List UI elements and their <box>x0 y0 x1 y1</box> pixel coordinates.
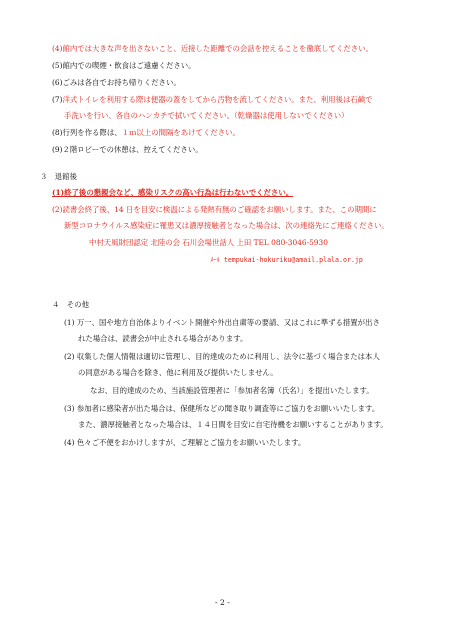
section-3-heading: ３ 退館後 <box>40 172 77 181</box>
item-4-2-line-2: の同意がある場合を除き、他に利用及び提供いたしません。 <box>78 368 278 377</box>
item-4-4: (4) 色々ご不便をおかけしますが、ご理解とご協力をお願いいたします。 <box>64 438 306 447</box>
item-4-1-line-2: れた場合は、読書会が中止される場合があります。 <box>78 334 248 343</box>
item-3-2-line-1: (2)読書会終了後、14 日を目安に検温による発熱有無のご確認をお願いします。また、この期間に <box>52 205 377 214</box>
item-2-9: (9)２階ロビーでの休憩は、控えてください。 <box>52 145 203 154</box>
item-2-4-num: (4) <box>52 44 63 53</box>
item-2-6: (6)ごみは各自でお持ち帰りください。 <box>52 78 181 87</box>
item-4-2-line-3: なお、目的達成のため、当該施設管理者に「参加者名簿（氏名）」を提出いたします。 <box>90 386 374 395</box>
item-2-4 <box>52 44 373 54</box>
item-4-3-line-1: (3) 参加者に感染者が出た場合は、保健所などの聞き取り調査等にご協力をお願いいたします。 <box>64 404 380 413</box>
item-4-1-line-1: (1) 万一、国や地方自治体よりイベント開催や外出自粛等の要請、又はこれに準ずる措置が出さ <box>64 318 380 327</box>
contact-email: ﾒｰﾙ tempukai-hokuriku@amail.plala.or.jp <box>210 256 363 264</box>
contact-line: 中村天風財団認定 北陸の会 石川会場世話人 上田 TEL 080-3046-5930 <box>89 238 328 247</box>
item-2-7-text-2: 手洗いを行い、各自のハンカチで拭いてください。（乾燥器は使用しないでください） <box>64 111 349 120</box>
item-2-7 <box>52 95 373 105</box>
item-2-7-num: (7) <box>52 95 63 104</box>
item-2-5: (5)館内での喫煙・飲食はご遠慮ください。 <box>52 61 196 70</box>
item-2-7-text-1: 洋式トイレを利用する際は便器の蓋をしてから汚物を流してください。また、利用後は石鹸で <box>62 95 373 104</box>
item-4-2-line-1: (2) 収集した個人情報は適切に管理し、目的達成のために利用し、法令に基づく場合または本人 <box>64 352 380 361</box>
page-number: - 2 - <box>215 598 230 607</box>
item-2-4-text: 館内では大きな声を出さないこと、近接した距離での会話を控えることを徹底してください。 <box>62 44 373 53</box>
item-2-8-red: １ｍ以上の間隔をあけてください。 <box>121 128 240 137</box>
item-3-2-line-2: 新型コロナウイルス感染症に罹患又は濃厚接触者となった場合は、次の連絡先にご連絡ください。 <box>64 221 389 230</box>
section-4-heading: ４ その他 <box>52 300 89 309</box>
item-3-1-text: 終了後の懇親会など、感染リスクの高い行為は行わないでください。 <box>64 188 294 197</box>
item-4-3-line-2: また、濃厚接触者となった場合は、１４日間を目安に自宅待機をお願いすることがあります。 <box>78 420 388 429</box>
item-2-8 <box>52 128 240 138</box>
item-3-1 <box>52 188 293 198</box>
item-2-8-text: (8)行列を作る際は、 <box>52 128 122 137</box>
item-3-1-num: (1) <box>52 188 65 197</box>
